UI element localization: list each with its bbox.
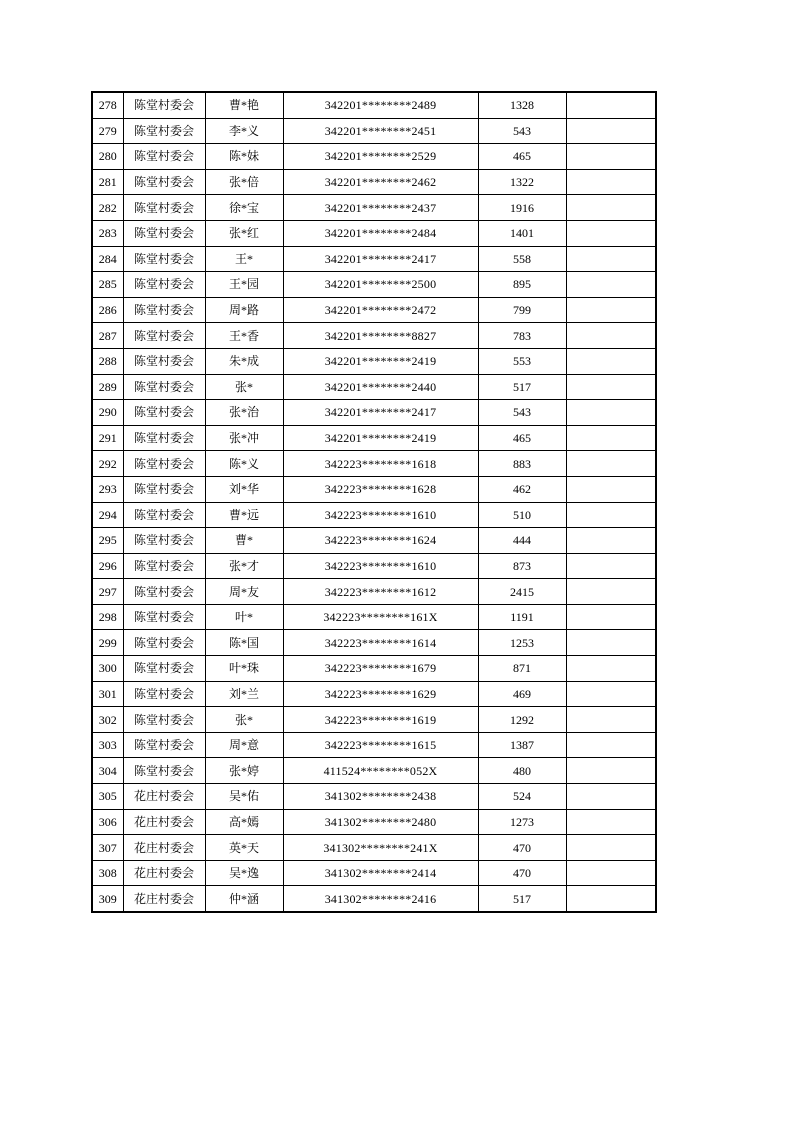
cell-row-number: 306 — [92, 809, 123, 835]
cell-id-number-masked: 342223********1628 — [283, 476, 478, 502]
cell-village-committee: 陈堂村委会 — [123, 656, 205, 682]
cell-amount: 873 — [478, 553, 566, 579]
cell-village-committee: 花庄村委会 — [123, 835, 205, 861]
cell-person-name-masked: 吴*逸 — [205, 860, 283, 886]
cell-empty-column — [566, 425, 656, 451]
cell-village-committee: 陈堂村委会 — [123, 553, 205, 579]
cell-row-number: 296 — [92, 553, 123, 579]
cell-id-number-masked: 342223********1624 — [283, 528, 478, 554]
table-row — [92, 118, 656, 144]
table-row — [92, 169, 656, 195]
cell-amount: 783 — [478, 323, 566, 349]
cell-row-number: 288 — [92, 348, 123, 374]
cell-amount: 465 — [478, 425, 566, 451]
cell-amount: 1191 — [478, 604, 566, 630]
cell-village-committee: 陈堂村委会 — [123, 425, 205, 451]
cell-amount: 465 — [478, 144, 566, 170]
cell-amount: 462 — [478, 476, 566, 502]
cell-row-number: 286 — [92, 297, 123, 323]
cell-amount: 895 — [478, 272, 566, 298]
cell-id-number-masked: 342201********8827 — [283, 323, 478, 349]
table-row — [92, 195, 656, 221]
cell-village-committee: 陈堂村委会 — [123, 604, 205, 630]
cell-village-committee: 花庄村委会 — [123, 860, 205, 886]
cell-village-committee: 陈堂村委会 — [123, 707, 205, 733]
cell-amount: 543 — [478, 118, 566, 144]
table-row — [92, 348, 656, 374]
cell-person-name-masked: 徐*宝 — [205, 195, 283, 221]
cell-empty-column — [566, 886, 656, 912]
cell-empty-column — [566, 784, 656, 810]
cell-id-number-masked: 342201********2419 — [283, 348, 478, 374]
table-row — [92, 528, 656, 554]
table-row — [92, 92, 656, 118]
cell-village-committee: 陈堂村委会 — [123, 220, 205, 246]
cell-person-name-masked: 李*义 — [205, 118, 283, 144]
cell-village-committee: 陈堂村委会 — [123, 630, 205, 656]
cell-village-committee: 陈堂村委会 — [123, 118, 205, 144]
cell-person-name-masked: 张* — [205, 374, 283, 400]
cell-empty-column — [566, 220, 656, 246]
cell-row-number: 304 — [92, 758, 123, 784]
cell-empty-column — [566, 144, 656, 170]
cell-person-name-masked: 陈*妹 — [205, 144, 283, 170]
cell-empty-column — [566, 374, 656, 400]
cell-empty-column — [566, 579, 656, 605]
cell-person-name-masked: 曹* — [205, 528, 283, 554]
cell-empty-column — [566, 476, 656, 502]
cell-empty-column — [566, 118, 656, 144]
beneficiary-table — [91, 91, 657, 913]
cell-amount: 883 — [478, 451, 566, 477]
table-row — [92, 553, 656, 579]
cell-village-committee: 陈堂村委会 — [123, 758, 205, 784]
table-row — [92, 809, 656, 835]
cell-row-number: 294 — [92, 502, 123, 528]
cell-person-name-masked: 仲*涵 — [205, 886, 283, 912]
cell-village-committee: 陈堂村委会 — [123, 681, 205, 707]
cell-id-number-masked: 342201********2437 — [283, 195, 478, 221]
table-row — [92, 835, 656, 861]
cell-person-name-masked: 王*园 — [205, 272, 283, 298]
cell-id-number-masked: 342223********1610 — [283, 502, 478, 528]
cell-row-number: 302 — [92, 707, 123, 733]
cell-amount: 1322 — [478, 169, 566, 195]
cell-empty-column — [566, 502, 656, 528]
cell-empty-column — [566, 681, 656, 707]
cell-amount: 799 — [478, 297, 566, 323]
cell-id-number-masked: 342201********2417 — [283, 246, 478, 272]
cell-empty-column — [566, 451, 656, 477]
cell-row-number: 308 — [92, 860, 123, 886]
cell-amount: 470 — [478, 860, 566, 886]
cell-id-number-masked: 342223********161X — [283, 604, 478, 630]
cell-amount: 1328 — [478, 92, 566, 118]
table-row — [92, 604, 656, 630]
cell-amount: 558 — [478, 246, 566, 272]
table-row — [92, 502, 656, 528]
cell-row-number: 301 — [92, 681, 123, 707]
cell-person-name-masked: 周*路 — [205, 297, 283, 323]
cell-village-committee: 花庄村委会 — [123, 784, 205, 810]
cell-empty-column — [566, 835, 656, 861]
cell-row-number: 298 — [92, 604, 123, 630]
cell-row-number: 285 — [92, 272, 123, 298]
cell-empty-column — [566, 604, 656, 630]
cell-person-name-masked: 刘*华 — [205, 476, 283, 502]
cell-person-name-masked: 陈*义 — [205, 451, 283, 477]
cell-row-number: 291 — [92, 425, 123, 451]
cell-village-committee: 陈堂村委会 — [123, 323, 205, 349]
cell-amount: 553 — [478, 348, 566, 374]
cell-person-name-masked: 吴*佑 — [205, 784, 283, 810]
cell-amount: 1916 — [478, 195, 566, 221]
cell-amount: 1253 — [478, 630, 566, 656]
cell-row-number: 300 — [92, 656, 123, 682]
table-row — [92, 374, 656, 400]
cell-empty-column — [566, 528, 656, 554]
cell-village-committee: 陈堂村委会 — [123, 195, 205, 221]
cell-village-committee: 陈堂村委会 — [123, 348, 205, 374]
cell-empty-column — [566, 92, 656, 118]
cell-empty-column — [566, 553, 656, 579]
cell-person-name-masked: 曹*远 — [205, 502, 283, 528]
cell-row-number: 309 — [92, 886, 123, 912]
cell-id-number-masked: 342201********2484 — [283, 220, 478, 246]
table-row — [92, 758, 656, 784]
cell-empty-column — [566, 297, 656, 323]
cell-person-name-masked: 张*倍 — [205, 169, 283, 195]
cell-person-name-masked: 周*意 — [205, 732, 283, 758]
cell-id-number-masked: 341302********2480 — [283, 809, 478, 835]
table-row — [92, 220, 656, 246]
cell-row-number: 278 — [92, 92, 123, 118]
cell-row-number: 305 — [92, 784, 123, 810]
cell-person-name-masked: 张*冲 — [205, 425, 283, 451]
cell-person-name-masked: 曹*艳 — [205, 92, 283, 118]
cell-village-committee: 花庄村委会 — [123, 886, 205, 912]
cell-id-number-masked: 342201********2417 — [283, 400, 478, 426]
cell-id-number-masked: 342201********2462 — [283, 169, 478, 195]
cell-row-number: 287 — [92, 323, 123, 349]
cell-village-committee: 陈堂村委会 — [123, 476, 205, 502]
cell-village-committee: 陈堂村委会 — [123, 451, 205, 477]
cell-id-number-masked: 342223********1618 — [283, 451, 478, 477]
cell-amount: 517 — [478, 886, 566, 912]
cell-empty-column — [566, 630, 656, 656]
cell-person-name-masked: 叶* — [205, 604, 283, 630]
table-row — [92, 246, 656, 272]
cell-amount: 871 — [478, 656, 566, 682]
cell-amount: 1387 — [478, 732, 566, 758]
table-row — [92, 323, 656, 349]
table-row — [92, 425, 656, 451]
cell-village-committee: 陈堂村委会 — [123, 297, 205, 323]
cell-village-committee: 花庄村委会 — [123, 809, 205, 835]
cell-amount: 469 — [478, 681, 566, 707]
table-row — [92, 860, 656, 886]
table-row — [92, 297, 656, 323]
cell-village-committee: 陈堂村委会 — [123, 502, 205, 528]
cell-row-number: 284 — [92, 246, 123, 272]
table-row — [92, 732, 656, 758]
cell-id-number-masked: 411524********052X — [283, 758, 478, 784]
cell-person-name-masked: 高*嫣 — [205, 809, 283, 835]
table-row — [92, 784, 656, 810]
cell-id-number-masked: 342223********1679 — [283, 656, 478, 682]
table-row — [92, 681, 656, 707]
table-row — [92, 630, 656, 656]
cell-person-name-masked: 张*婷 — [205, 758, 283, 784]
cell-person-name-masked: 刘*兰 — [205, 681, 283, 707]
cell-person-name-masked: 陈*国 — [205, 630, 283, 656]
cell-row-number: 289 — [92, 374, 123, 400]
cell-id-number-masked: 342201********2529 — [283, 144, 478, 170]
cell-village-committee: 陈堂村委会 — [123, 144, 205, 170]
cell-row-number: 283 — [92, 220, 123, 246]
table-row — [92, 886, 656, 912]
cell-amount: 510 — [478, 502, 566, 528]
cell-person-name-masked: 朱*成 — [205, 348, 283, 374]
cell-id-number-masked: 341302********2438 — [283, 784, 478, 810]
cell-id-number-masked: 342201********2440 — [283, 374, 478, 400]
cell-person-name-masked: 张*治 — [205, 400, 283, 426]
cell-empty-column — [566, 169, 656, 195]
cell-row-number: 303 — [92, 732, 123, 758]
cell-person-name-masked: 张*才 — [205, 553, 283, 579]
cell-empty-column — [566, 348, 656, 374]
cell-village-committee: 陈堂村委会 — [123, 246, 205, 272]
cell-amount: 517 — [478, 374, 566, 400]
cell-row-number: 297 — [92, 579, 123, 605]
cell-amount: 470 — [478, 835, 566, 861]
cell-person-name-masked: 英*天 — [205, 835, 283, 861]
cell-empty-column — [566, 707, 656, 733]
table-row — [92, 579, 656, 605]
cell-id-number-masked: 342201********2451 — [283, 118, 478, 144]
cell-id-number-masked: 341302********2414 — [283, 860, 478, 886]
cell-id-number-masked: 341302********241X — [283, 835, 478, 861]
cell-village-committee: 陈堂村委会 — [123, 169, 205, 195]
cell-row-number: 281 — [92, 169, 123, 195]
cell-row-number: 292 — [92, 451, 123, 477]
cell-row-number: 293 — [92, 476, 123, 502]
cell-village-committee: 陈堂村委会 — [123, 272, 205, 298]
cell-person-name-masked: 张*红 — [205, 220, 283, 246]
cell-village-committee: 陈堂村委会 — [123, 579, 205, 605]
cell-amount: 543 — [478, 400, 566, 426]
cell-village-committee: 陈堂村委会 — [123, 400, 205, 426]
cell-village-committee: 陈堂村委会 — [123, 374, 205, 400]
cell-empty-column — [566, 195, 656, 221]
table-row — [92, 707, 656, 733]
cell-person-name-masked: 王*香 — [205, 323, 283, 349]
cell-id-number-masked: 342223********1629 — [283, 681, 478, 707]
table-row — [92, 272, 656, 298]
cell-empty-column — [566, 732, 656, 758]
cell-id-number-masked: 342223********1610 — [283, 553, 478, 579]
cell-row-number: 280 — [92, 144, 123, 170]
cell-id-number-masked: 342223********1615 — [283, 732, 478, 758]
cell-empty-column — [566, 323, 656, 349]
cell-row-number: 290 — [92, 400, 123, 426]
table-row — [92, 476, 656, 502]
table-row — [92, 144, 656, 170]
table-row — [92, 451, 656, 477]
cell-person-name-masked: 叶*珠 — [205, 656, 283, 682]
cell-empty-column — [566, 272, 656, 298]
cell-person-name-masked: 周*友 — [205, 579, 283, 605]
cell-amount: 1273 — [478, 809, 566, 835]
table-row — [92, 656, 656, 682]
cell-amount: 524 — [478, 784, 566, 810]
cell-empty-column — [566, 656, 656, 682]
cell-village-committee: 陈堂村委会 — [123, 528, 205, 554]
cell-row-number: 282 — [92, 195, 123, 221]
cell-amount: 1401 — [478, 220, 566, 246]
cell-village-committee: 陈堂村委会 — [123, 732, 205, 758]
cell-row-number: 279 — [92, 118, 123, 144]
cell-id-number-masked: 342201********2472 — [283, 297, 478, 323]
cell-empty-column — [566, 246, 656, 272]
cell-id-number-masked: 342223********1619 — [283, 707, 478, 733]
cell-empty-column — [566, 860, 656, 886]
cell-id-number-masked: 342201********2489 — [283, 92, 478, 118]
cell-row-number: 295 — [92, 528, 123, 554]
cell-person-name-masked: 王* — [205, 246, 283, 272]
cell-person-name-masked: 张* — [205, 707, 283, 733]
cell-id-number-masked: 342201********2500 — [283, 272, 478, 298]
cell-row-number: 299 — [92, 630, 123, 656]
cell-empty-column — [566, 758, 656, 784]
cell-id-number-masked: 342223********1614 — [283, 630, 478, 656]
table-row — [92, 400, 656, 426]
cell-village-committee: 陈堂村委会 — [123, 92, 205, 118]
cell-amount: 480 — [478, 758, 566, 784]
cell-amount: 1292 — [478, 707, 566, 733]
cell-id-number-masked: 341302********2416 — [283, 886, 478, 912]
cell-row-number: 307 — [92, 835, 123, 861]
cell-id-number-masked: 342223********1612 — [283, 579, 478, 605]
cell-id-number-masked: 342201********2419 — [283, 425, 478, 451]
cell-empty-column — [566, 400, 656, 426]
cell-empty-column — [566, 809, 656, 835]
cell-amount: 2415 — [478, 579, 566, 605]
cell-amount: 444 — [478, 528, 566, 554]
